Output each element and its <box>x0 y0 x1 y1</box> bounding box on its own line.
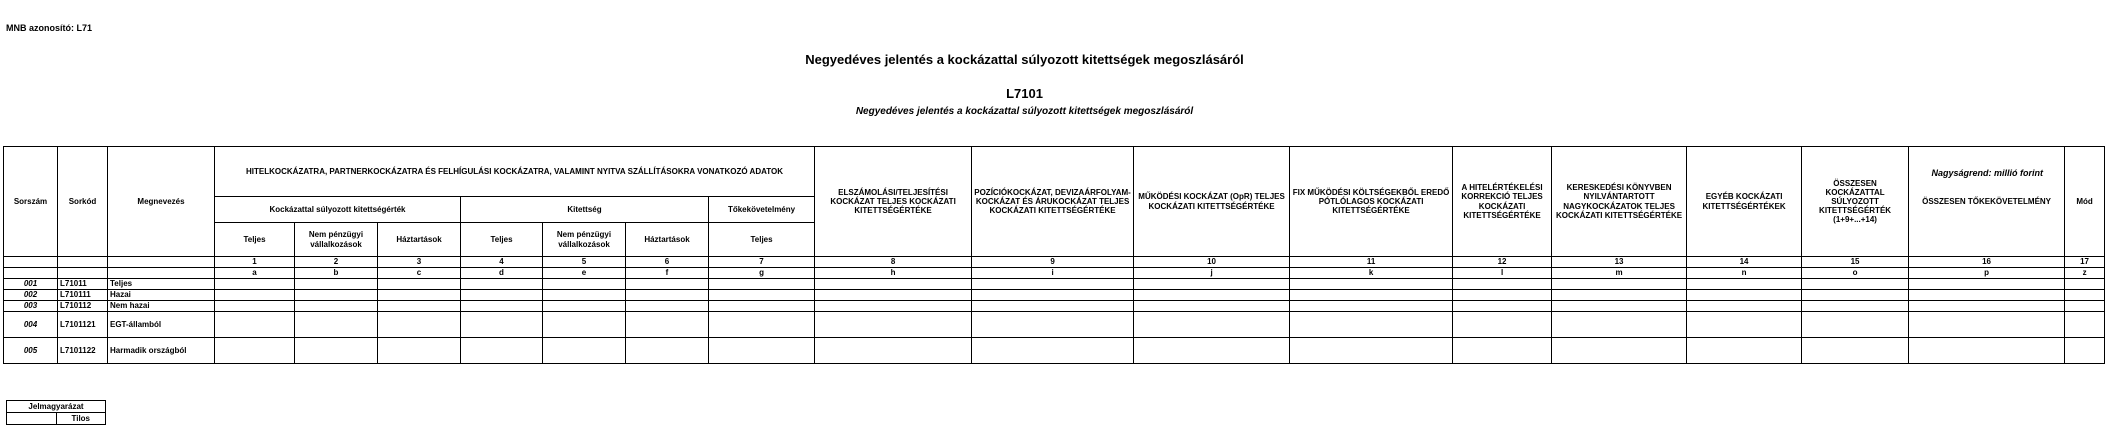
column-number: 13 <box>1552 257 1687 268</box>
data-cell[interactable] <box>709 290 815 301</box>
data-cell[interactable] <box>815 301 972 312</box>
data-cell[interactable] <box>815 279 972 290</box>
data-cell[interactable] <box>543 338 626 364</box>
col-header-operational-risk: MŰKÖDÉSI KOCKÁZAT (OpR) TELJES KOCKÁZATI KITETTSÉGÉRTÉKE <box>1134 147 1290 257</box>
data-cell[interactable] <box>2065 279 2105 290</box>
data-cell[interactable] <box>815 290 972 301</box>
column-number: 9 <box>972 257 1134 268</box>
column-number: 10 <box>1134 257 1290 268</box>
data-cell[interactable] <box>215 290 295 301</box>
spacer-cell <box>4 268 58 279</box>
column-number: 14 <box>1687 257 1802 268</box>
row-sorkod: L710112 <box>58 301 108 312</box>
data-cell[interactable] <box>1552 312 1687 338</box>
sub-col-header: Nem pénzügyi vállalkozások <box>543 223 626 257</box>
row-megnevezes: Nem hazai <box>108 301 215 312</box>
row-sorszam: 005 <box>4 338 58 364</box>
data-cell[interactable] <box>709 279 815 290</box>
data-cell[interactable] <box>215 338 295 364</box>
data-cell[interactable] <box>815 338 972 364</box>
row-sorkod: L7101121 <box>58 312 108 338</box>
row-megnevezes: Harmadik országból <box>108 338 215 364</box>
data-cell[interactable] <box>709 312 815 338</box>
col-header-total-capital: ÖSSZESEN TŐKEKÖVETELMÉNY <box>1909 147 2065 257</box>
data-cell[interactable] <box>461 279 543 290</box>
column-letter: o <box>1802 268 1909 279</box>
column-number: 4 <box>461 257 543 268</box>
column-letter: g <box>709 268 815 279</box>
data-cell[interactable] <box>709 301 815 312</box>
row-megnevezes: Hazai <box>108 290 215 301</box>
data-cell[interactable] <box>709 338 815 364</box>
data-cell[interactable] <box>1453 279 1552 290</box>
col-header-other-risk: EGYÉB KOCKÁZATI KITETTSÉGÉRTÉKEK <box>1687 147 1802 257</box>
column-letter: i <box>972 268 1134 279</box>
col-header-total-rwa: ÖSSZESEN KOCKÁZATTAL SÚLYOZOTT KITETTSÉGÉRTÉK (1+9+...+14) <box>1802 147 1909 257</box>
data-cell[interactable] <box>1909 290 2065 301</box>
sub-header-rw: Kockázattal súlyozott kitettségérték <box>215 197 461 223</box>
data-cell[interactable] <box>1290 301 1453 312</box>
data-cell[interactable] <box>626 338 709 364</box>
data-cell[interactable] <box>1687 312 1802 338</box>
data-cell[interactable] <box>972 338 1134 364</box>
data-cell[interactable] <box>1802 279 1909 290</box>
table-row <box>4 290 2105 301</box>
data-cell[interactable] <box>1290 312 1453 338</box>
table-row <box>4 338 2105 364</box>
col-header-megnevezes: Megnevezés <box>108 147 215 257</box>
unit-label: Nagyságrend: millió forint <box>1931 168 2043 178</box>
spacer-cell <box>58 257 108 268</box>
data-cell[interactable] <box>2065 338 2105 364</box>
data-cell[interactable] <box>972 279 1134 290</box>
data-cell[interactable] <box>378 338 461 364</box>
data-cell[interactable] <box>1687 279 1802 290</box>
data-cell[interactable] <box>1802 290 1909 301</box>
data-cell[interactable] <box>1909 338 2065 364</box>
data-cell[interactable] <box>295 312 378 338</box>
column-letter: c <box>378 268 461 279</box>
data-cell[interactable] <box>1802 301 1909 312</box>
column-letter: h <box>815 268 972 279</box>
column-number: 5 <box>543 257 626 268</box>
data-cell[interactable] <box>1909 312 2065 338</box>
data-cell[interactable] <box>626 312 709 338</box>
legend-table <box>6 400 106 425</box>
column-number: 8 <box>815 257 972 268</box>
data-cell[interactable] <box>461 301 543 312</box>
column-number: 12 <box>1453 257 1552 268</box>
data-cell[interactable] <box>1909 301 2065 312</box>
data-cell[interactable] <box>1134 279 1290 290</box>
data-cell[interactable] <box>543 312 626 338</box>
data-cell[interactable] <box>1134 301 1290 312</box>
data-cell[interactable] <box>1453 312 1552 338</box>
data-cell[interactable] <box>972 301 1134 312</box>
column-number: 3 <box>378 257 461 268</box>
column-letter: e <box>543 268 626 279</box>
data-cell[interactable] <box>1802 338 1909 364</box>
report-subtitle: Negyedéves jelentés a kockázattal súlyozott kitettségek megoszlásáról <box>855 106 1194 117</box>
column-letter: f <box>626 268 709 279</box>
row-sorszam: 004 <box>4 312 58 338</box>
report-code: L7101 <box>1006 86 1043 101</box>
data-cell[interactable] <box>2065 312 2105 338</box>
data-cell[interactable] <box>1290 279 1453 290</box>
col-header-large-exposures: KERESKEDÉSI KÖNYVBEN NYILVÁNTARTOTT NAGYKOCKÁZATOK TELJES KOCKÁZATI KITETTSÉGÉRTÉKE <box>1552 147 1687 257</box>
column-number: 11 <box>1290 257 1453 268</box>
data-cell[interactable] <box>295 290 378 301</box>
data-cell[interactable] <box>815 312 972 338</box>
data-cell[interactable] <box>1552 290 1687 301</box>
data-cell[interactable] <box>1134 290 1290 301</box>
col-header-position-risk: POZÍCIÓKOCKÁZAT, DEVIZAÁRFOLYAM-KOCKÁZAT ÉS ÁRUKOCKÁZAT TELJES KOCKÁZATI KITETTSÉGÉRTÉKE <box>972 147 1134 257</box>
data-cell[interactable] <box>1552 338 1687 364</box>
col-header-sorszam: Sorszám <box>4 147 58 257</box>
data-cell[interactable] <box>461 290 543 301</box>
data-cell[interactable] <box>543 279 626 290</box>
data-cell[interactable] <box>1552 301 1687 312</box>
sub-col-header: Teljes <box>709 223 815 257</box>
row-sorkod: L7101122 <box>58 338 108 364</box>
data-cell[interactable] <box>1453 338 1552 364</box>
column-letter: k <box>1290 268 1453 279</box>
data-cell[interactable] <box>1687 338 1802 364</box>
data-cell[interactable] <box>543 301 626 312</box>
data-cell[interactable] <box>378 290 461 301</box>
table-row <box>4 312 2105 338</box>
column-letter: n <box>1687 268 1802 279</box>
column-letter: l <box>1453 268 1552 279</box>
row-megnevezes: EGT-államból <box>108 312 215 338</box>
data-cell[interactable] <box>1909 279 2065 290</box>
data-cell[interactable] <box>215 279 295 290</box>
legend-swatch <box>7 413 57 425</box>
data-cell[interactable] <box>626 301 709 312</box>
sub-col-header: Teljes <box>215 223 295 257</box>
col-header-cva-risk: A HITELÉRTÉKELÉSI KORREKCIÓ TELJES KOCKÁZATI KITETTSÉGÉRTÉKE <box>1453 147 1552 257</box>
data-cell[interactable] <box>1687 301 1802 312</box>
column-letter: z <box>2065 268 2105 279</box>
column-letter: b <box>295 268 378 279</box>
col-header-sorkod: Sorkód <box>58 147 108 257</box>
data-cell[interactable] <box>1290 338 1453 364</box>
data-cell[interactable] <box>2065 301 2105 312</box>
column-letter: d <box>461 268 543 279</box>
spacer-cell <box>108 257 215 268</box>
data-cell[interactable] <box>378 279 461 290</box>
sub-col-header: Háztartások <box>626 223 709 257</box>
data-cell[interactable] <box>295 338 378 364</box>
col-header-fixed-overheads: FIX MŰKÖDÉSI KÖLTSÉGEKBŐL EREDŐ PÓTLÓLAGOS KOCKÁZATI KITETTSÉGÉRTÉKE <box>1290 147 1453 257</box>
legend-item: Tilos <box>56 413 106 425</box>
group-header-credit-risk: HITELKOCKÁZATRA, PARTNERKOCKÁZATRA ÉS FELHÍGULÁSI KOCKÁZATRA, VALAMINT NYITVA SZÁLLÍTÁSOKRA VONATKOZÓ ADATOK <box>215 147 815 197</box>
data-cell[interactable] <box>1453 290 1552 301</box>
table-row <box>4 301 2105 312</box>
spacer-cell <box>108 268 215 279</box>
row-sorkod: L710111 <box>58 290 108 301</box>
data-cell[interactable] <box>1552 279 1687 290</box>
data-cell[interactable] <box>215 301 295 312</box>
column-number: 6 <box>626 257 709 268</box>
data-cell[interactable] <box>1453 301 1552 312</box>
data-cell[interactable] <box>543 290 626 301</box>
data-cell[interactable] <box>1134 338 1290 364</box>
row-megnevezes: Teljes <box>108 279 215 290</box>
data-cell[interactable] <box>2065 290 2105 301</box>
col-header-mod: Mód <box>2065 147 2105 257</box>
data-cell[interactable] <box>1802 312 1909 338</box>
data-cell[interactable] <box>461 312 543 338</box>
mnb-identifier: MNB azonosító: L71 <box>6 23 93 33</box>
data-cell[interactable] <box>626 290 709 301</box>
sub-col-header: Nem pénzügyi vállalkozások <box>295 223 378 257</box>
data-cell[interactable] <box>972 312 1134 338</box>
column-number: 2 <box>295 257 378 268</box>
report-title: Negyedéves jelentés a kockázattal súlyozott kitettségek megoszlásáról <box>805 52 1244 67</box>
column-letter: m <box>1552 268 1687 279</box>
report-table <box>3 146 2105 364</box>
sub-col-header: Háztartások <box>378 223 461 257</box>
table-row <box>4 279 2105 290</box>
row-sorkod: L71011 <box>58 279 108 290</box>
column-number: 1 <box>215 257 295 268</box>
data-cell[interactable] <box>1687 290 1802 301</box>
data-cell[interactable] <box>461 338 543 364</box>
data-cell[interactable] <box>1134 312 1290 338</box>
data-cell[interactable] <box>626 279 709 290</box>
sub-header-exposure: Kitettség <box>461 197 709 223</box>
column-letter: p <box>1909 268 2065 279</box>
row-sorszam: 002 <box>4 290 58 301</box>
col-header-settlement-risk: ELSZÁMOLÁSI/TELJESÍTÉSI KOCKÁZAT TELJES KOCKÁZATI KITETTSÉGÉRTÉKE <box>815 147 972 257</box>
column-number: 17 <box>2065 257 2105 268</box>
spacer-cell <box>58 268 108 279</box>
data-cell[interactable] <box>972 290 1134 301</box>
column-number: 7 <box>709 257 815 268</box>
sub-header-capital: Tőkekövetelmény <box>709 197 815 223</box>
data-cell[interactable] <box>378 301 461 312</box>
column-number: 16 <box>1909 257 2065 268</box>
data-cell[interactable] <box>295 279 378 290</box>
data-cell[interactable] <box>1290 290 1453 301</box>
legend-title: Jelmagyarázat <box>7 401 106 413</box>
sub-col-header: Teljes <box>461 223 543 257</box>
column-letter: j <box>1134 268 1290 279</box>
data-cell[interactable] <box>378 312 461 338</box>
column-number: 15 <box>1802 257 1909 268</box>
row-sorszam: 003 <box>4 301 58 312</box>
spacer-cell <box>4 257 58 268</box>
row-sorszam: 001 <box>4 279 58 290</box>
data-cell[interactable] <box>295 301 378 312</box>
data-cell[interactable] <box>215 312 295 338</box>
column-letter: a <box>215 268 295 279</box>
